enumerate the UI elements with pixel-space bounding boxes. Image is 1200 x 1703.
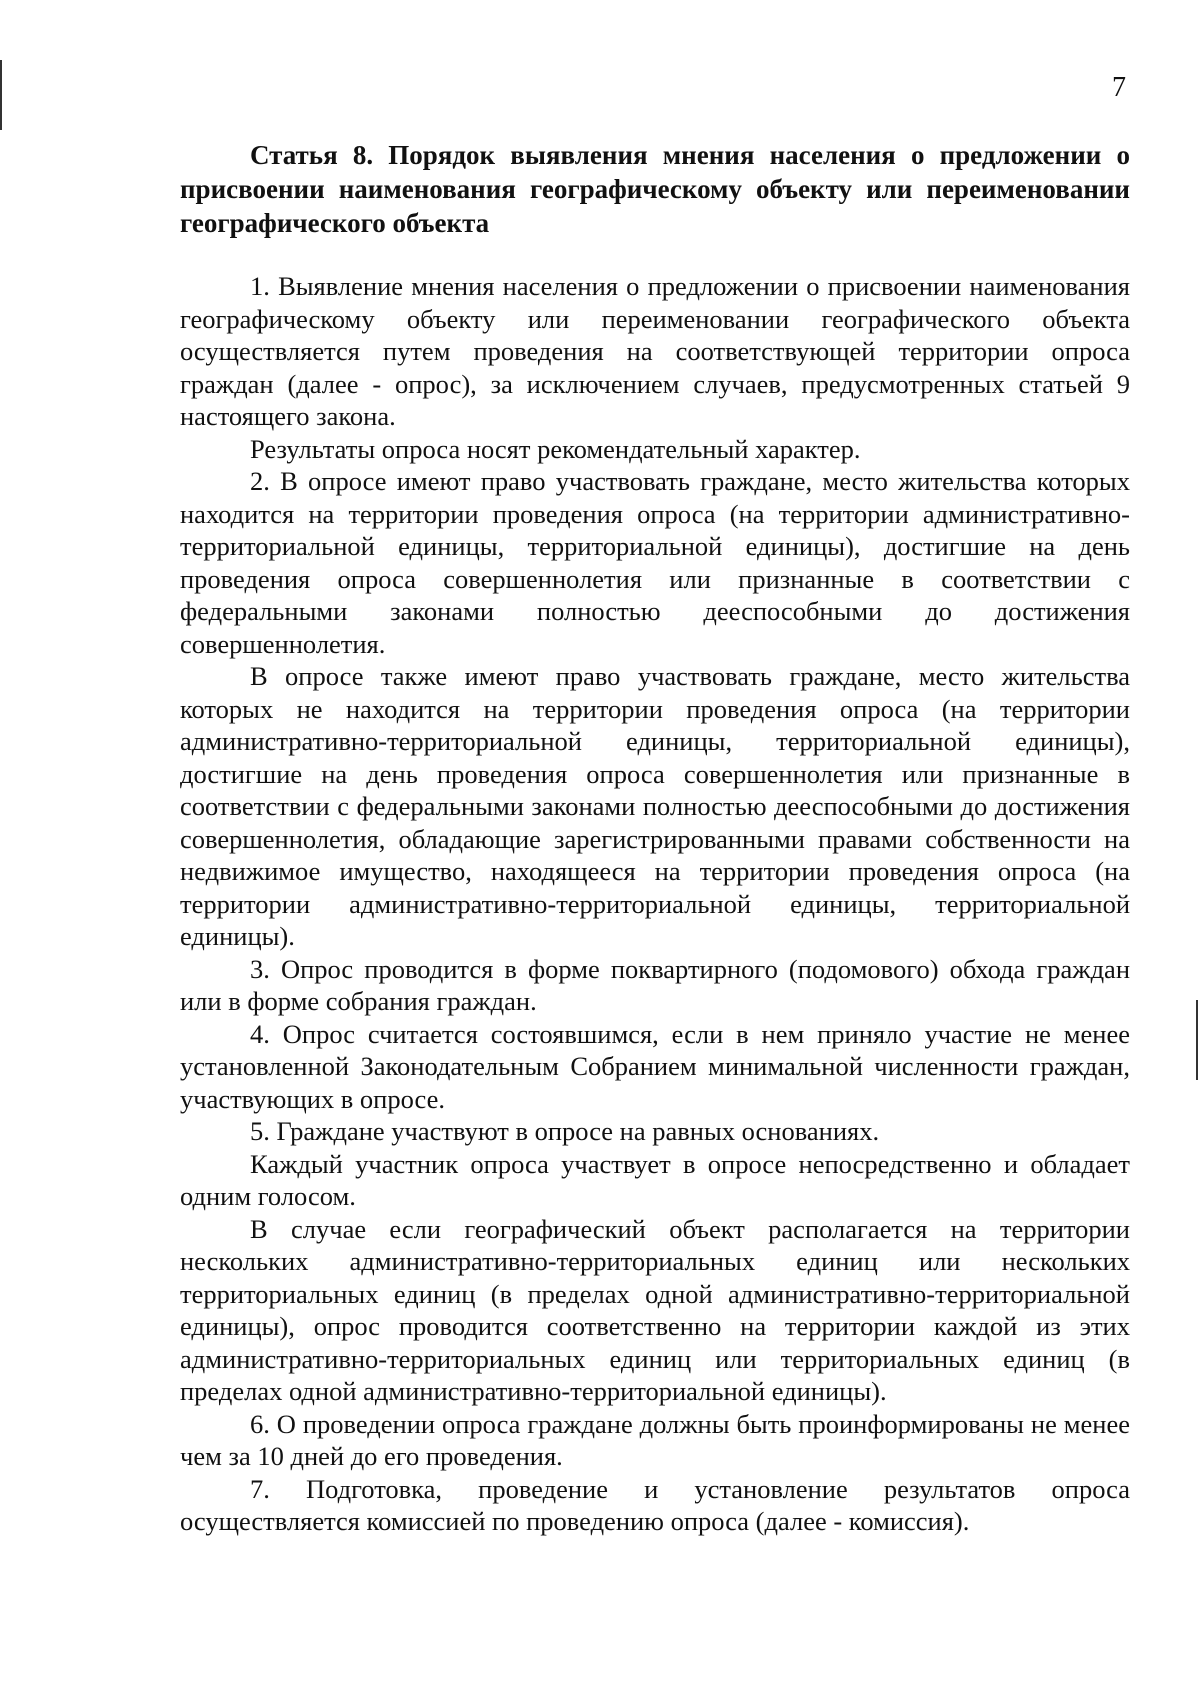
paragraph-5-territory: В случае если географический объект располагается на территории нескольких административно-территориальных единиц или нескольких территориальных единиц (в пределах одной административно-территориальной единицы), опрос проводится соответственно на территории каждой из этих административно-территориальных единиц или территориальных единиц (в пределах одной административно-территориальной единицы).: [180, 1213, 1130, 1406]
scan-edge-mark-right: [1196, 1000, 1198, 1080]
scan-edge-mark-left: [0, 60, 2, 130]
paragraph-6: 6. О проведении опроса граждане должны быть проинформированы не менее чем за 10 дней до его проведения.: [180, 1408, 1130, 1471]
paragraph-7: 7. Подготовка, проведение и установление результатов опроса осуществляется комиссией по проведению опроса (далее - комиссия).: [180, 1473, 1130, 1536]
article-heading: Статья 8. Порядок выявления мнения населения о предложении о присвоении наименования географическому объекту или переименовании географического объекта: [180, 140, 1130, 238]
paragraph-3: 3. Опрос проводится в форме поквартирного (подомового) обхода граждан или в форме собрания граждан.: [180, 953, 1130, 1016]
paragraph-5: 5. Граждане участвуют в опросе на равных основаниях.: [250, 1116, 880, 1146]
paragraph-1-note: Результаты опроса носят рекомендательный характер.: [250, 433, 861, 464]
paragraph-2-continued: В опросе также имеют право участвовать граждане, место жительства которых не находится на территории проведения опроса (на территории административно-территориальной единицы, территориальной единицы), достигшие на день проведения опроса совершеннолетия или признанные в соответствии с федеральными законами полностью дееспособными до достижения совершеннолетия, обладающие зарегистрированными правами собственности на недвижимое имущество, находящееся на территории проведения опроса (на территории административно-территориальной единицы, территориальной единицы).: [180, 661, 1130, 951]
paragraph-4: 4. Опрос считается состоявшимся, если в нем приняло участие не менее установленной Законодательным Собранием минимальной численности граждан, участвующих в опросе.: [180, 1018, 1130, 1114]
paragraph-1: 1. Выявление мнения населения о предложении о присвоении наименования географическому объекту или переименовании географического объекта осуществляется путем проведения на соответствующей территории опроса граждан (далее - опрос), за исключением случаев, предусмотренных статьей 9 настоящего закона.: [180, 271, 1130, 431]
article-body: [180, 270, 1130, 1538]
paragraph-2: 2. В опросе имеют право участвовать граждане, место жительства которых находится на территории проведения опроса (на территории административно-территориальной единицы, территориальной единицы), достигшие на день проведения опроса совершеннолетия или признанные в соответствии с федеральными законами полностью дееспособными до достижения совершеннолетия.: [180, 466, 1130, 659]
paragraph-5-voice: Каждый участник опроса участвует в опросе непосредственно и обладает одним голосом.: [180, 1148, 1130, 1211]
page-number: 7: [1112, 72, 1126, 103]
